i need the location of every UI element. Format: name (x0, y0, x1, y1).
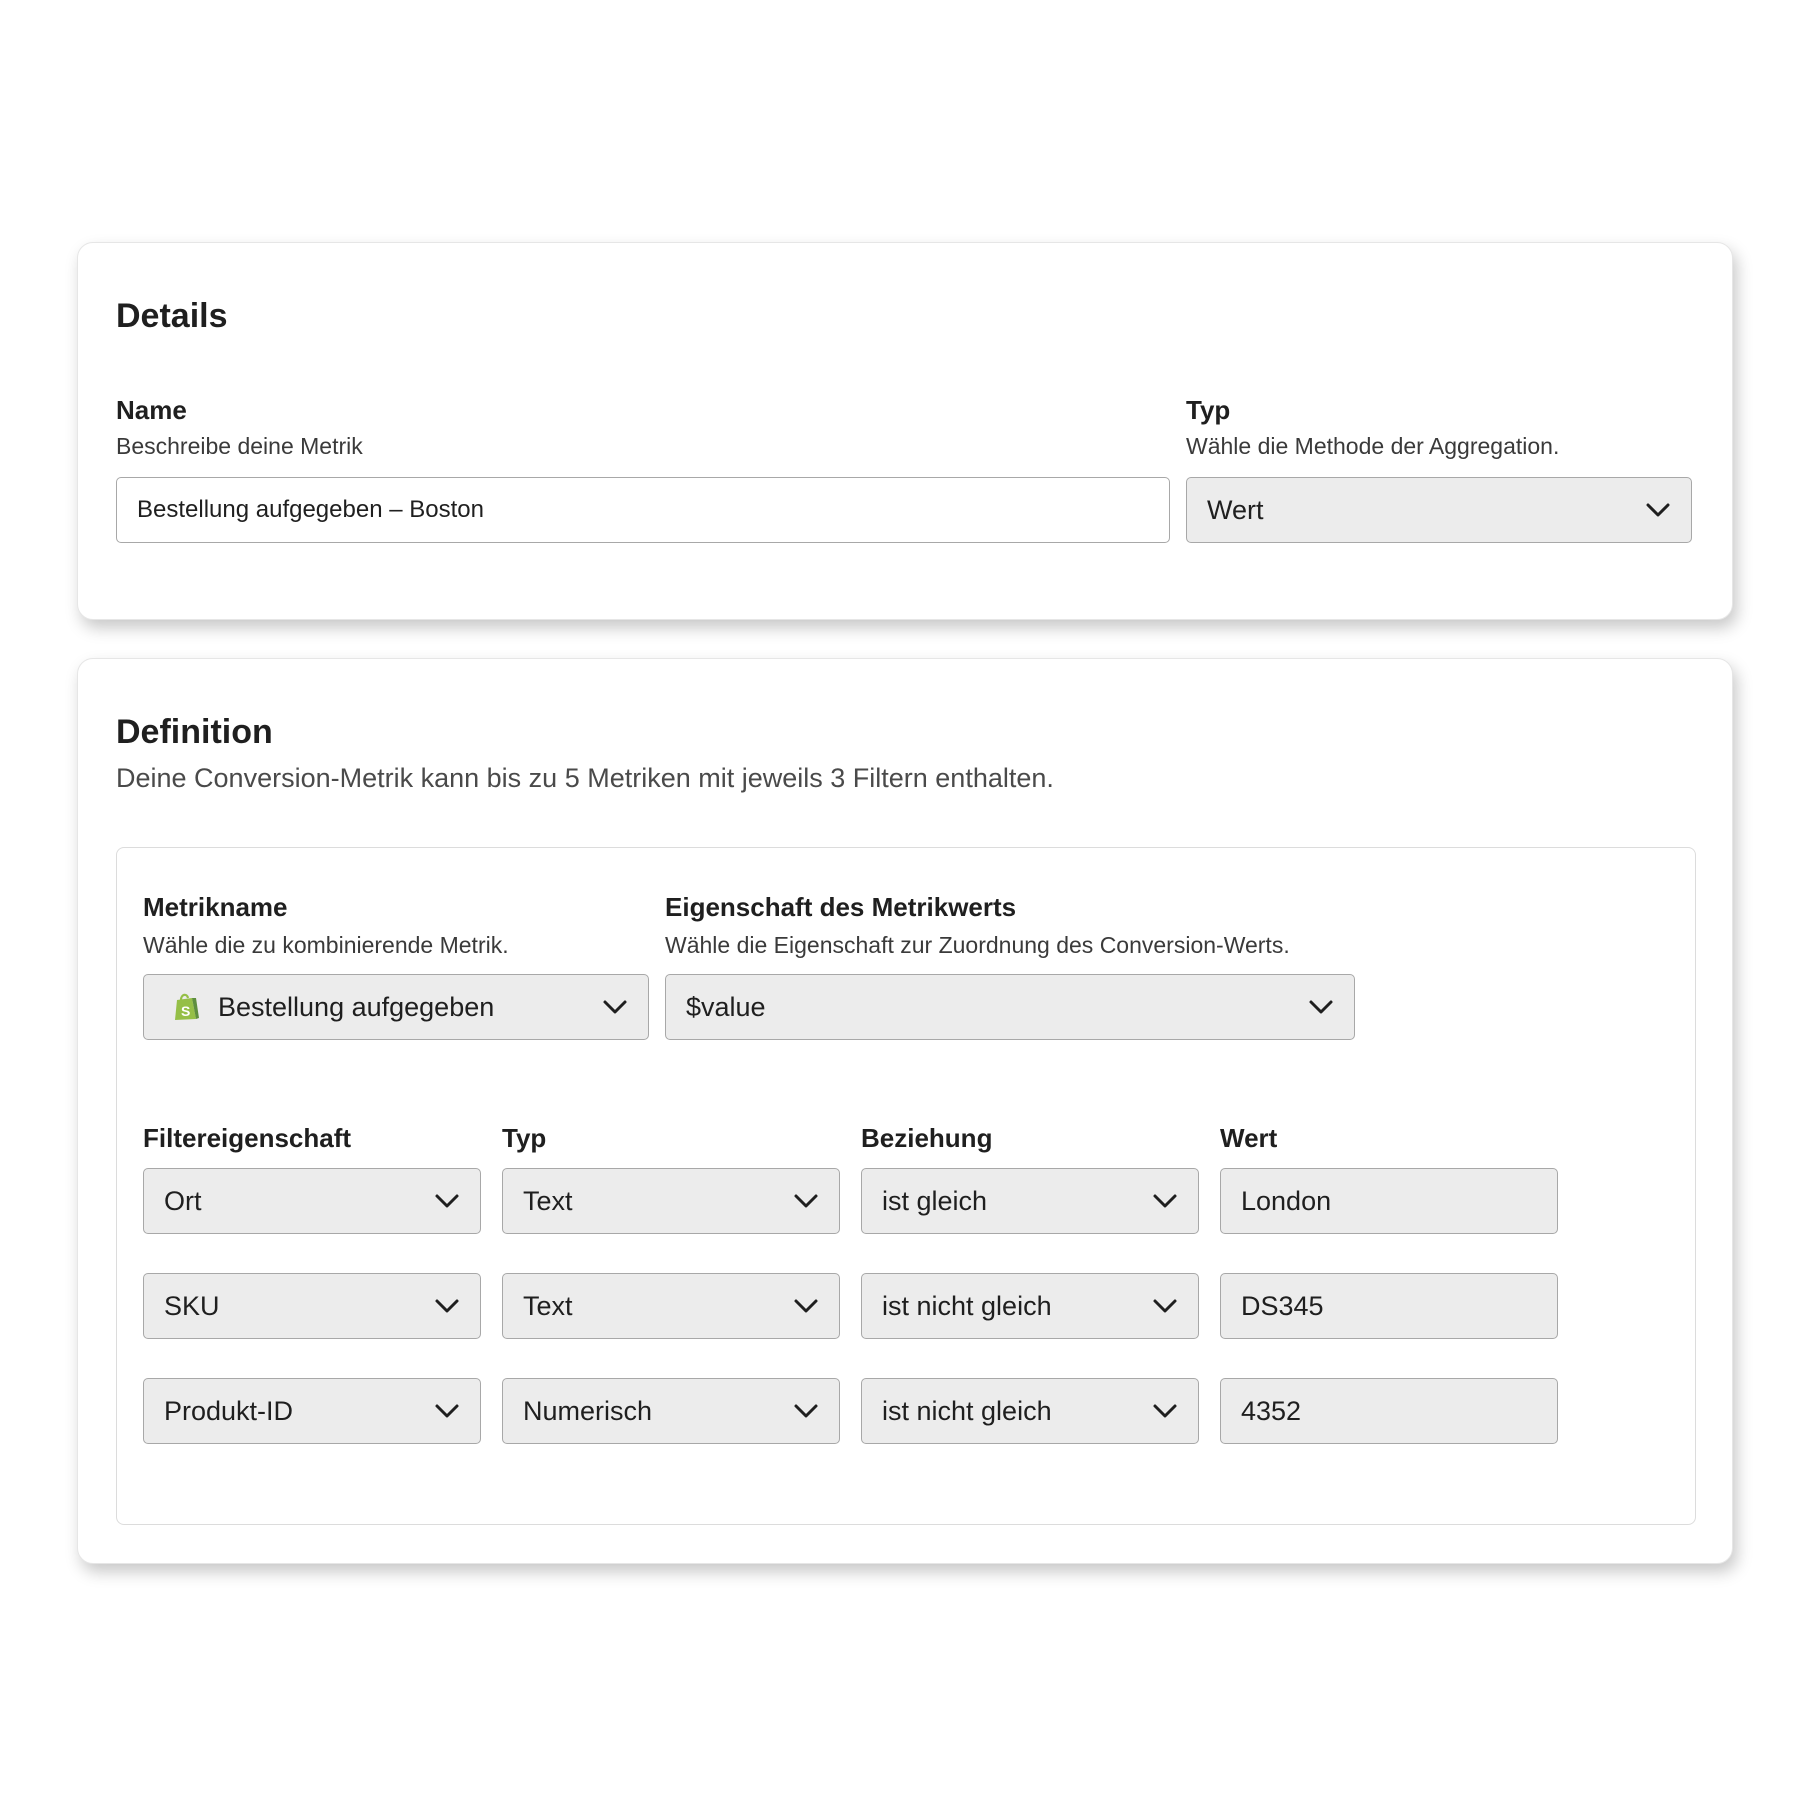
metric-name-select[interactable] (143, 974, 649, 1040)
filter-2-relation-value: ist nicht gleich (882, 1290, 1052, 1321)
filter-2-property-select[interactable] (143, 1273, 481, 1339)
filter-1-relation-select[interactable] (861, 1168, 1199, 1234)
name-input-value: Bestellung aufgegeben – Boston (137, 496, 484, 523)
type-help: Wähle die Methode der Aggregation. (1186, 433, 1560, 459)
definition-card (77, 658, 1733, 1564)
chevron-down-icon (793, 1403, 819, 1419)
filter-3-property-select[interactable] (143, 1378, 481, 1444)
name-label: Name (116, 395, 187, 425)
details-title: Details (116, 297, 228, 335)
filter-1-relation-value: ist gleich (882, 1185, 988, 1216)
details-card (77, 242, 1733, 620)
filter-2-property-value: SKU (164, 1290, 220, 1321)
chevron-down-icon (793, 1298, 819, 1314)
value-property-help: Wähle die Eigenschaft zur Zuordnung des Conversion-Werts. (665, 932, 1290, 958)
filter-2-value: DS345 (1241, 1290, 1324, 1321)
metric-name-help: Wähle die zu kombinierende Metrik. (143, 932, 509, 958)
filter-relation-header: Beziehung (861, 1123, 993, 1153)
metric-name-value: Bestellung aufgegeben (218, 991, 495, 1022)
filter-2-type-select[interactable] (502, 1273, 840, 1339)
svg-text:S: S (181, 1003, 191, 1019)
chevron-down-icon (434, 1193, 460, 1209)
type-select-value: Wert (1207, 494, 1264, 525)
filter-1-type-value: Text (523, 1185, 573, 1216)
type-select[interactable] (1186, 477, 1692, 543)
chevron-down-icon (434, 1403, 460, 1419)
chevron-down-icon (434, 1298, 460, 1314)
filter-property-header: Filtereigenschaft (143, 1123, 352, 1153)
chevron-down-icon (1308, 999, 1334, 1015)
filter-3-relation-select[interactable] (861, 1378, 1199, 1444)
filter-1-type-select[interactable] (502, 1168, 840, 1234)
value-property-value: $value (686, 991, 766, 1022)
name-help: Beschreibe deine Metrik (116, 433, 363, 459)
filter-2-value-input[interactable] (1220, 1273, 1558, 1339)
filter-1-value-input[interactable] (1220, 1168, 1558, 1234)
filter-3-type-select[interactable] (502, 1378, 840, 1444)
chevron-down-icon (1152, 1193, 1178, 1209)
filter-3-type-value: Numerisch (523, 1395, 653, 1426)
chevron-down-icon (1152, 1298, 1178, 1314)
definition-description: Deine Conversion-Metrik kann bis zu 5 Metriken mit jeweils 3 Filtern enthalten. (116, 763, 1054, 793)
metric-group (116, 847, 1696, 1525)
definition-title: Definition (116, 713, 273, 751)
filter-3-value-input[interactable] (1220, 1378, 1558, 1444)
filter-2-relation-select[interactable] (861, 1273, 1199, 1339)
chevron-down-icon (793, 1193, 819, 1209)
filter-3-property-value: Produkt-ID (164, 1395, 294, 1426)
chevron-down-icon (1645, 502, 1671, 518)
metric-name-label: Metrikname (143, 892, 288, 922)
value-property-select[interactable] (665, 974, 1355, 1040)
chevron-down-icon (1152, 1403, 1178, 1419)
shopify-bag-icon (172, 992, 200, 1022)
type-label: Typ (1186, 395, 1231, 425)
filter-1-property-select[interactable] (143, 1168, 481, 1234)
filter-1-property-value: Ort (164, 1185, 202, 1216)
filter-type-header: Typ (502, 1123, 547, 1153)
chevron-down-icon (602, 999, 628, 1015)
filter-value-header: Wert (1220, 1123, 1278, 1153)
filter-3-relation-value: ist nicht gleich (882, 1395, 1052, 1426)
name-input[interactable] (116, 477, 1170, 543)
value-property-label: Eigenschaft des Metrikwerts (665, 892, 1017, 922)
filter-1-value: London (1241, 1185, 1332, 1216)
filter-2-type-value: Text (523, 1290, 573, 1321)
filter-3-value: 4352 (1241, 1395, 1302, 1426)
